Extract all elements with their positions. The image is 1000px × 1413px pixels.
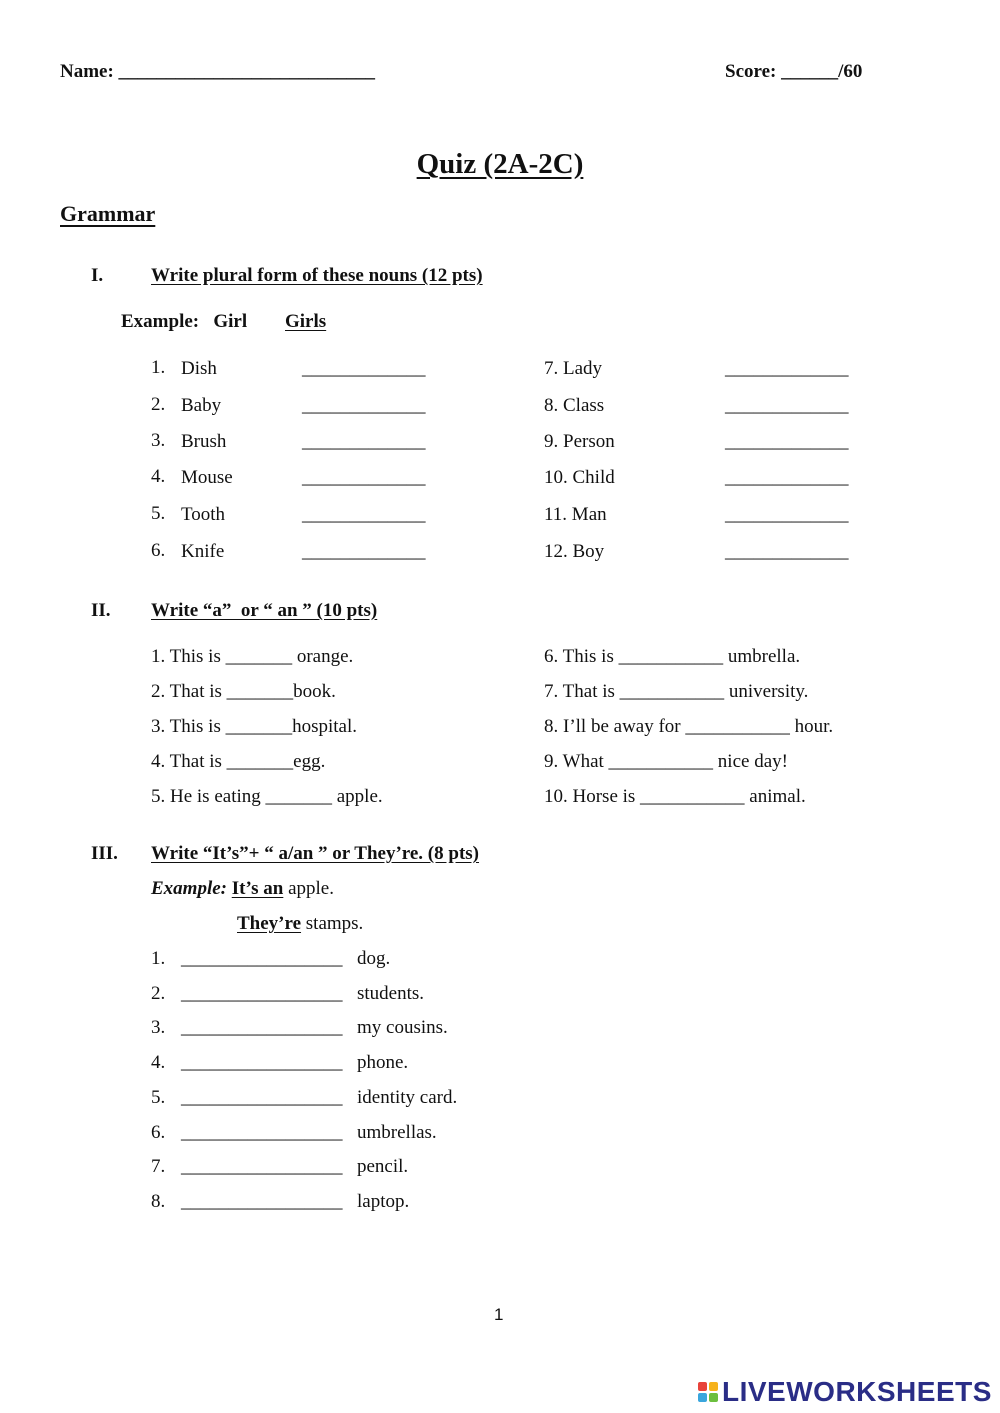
sentence-item-number: 3. bbox=[151, 1017, 166, 1039]
article-item: 3. This is _______hospital. bbox=[151, 716, 358, 737]
sentence-answer-blank: _________________ bbox=[181, 1052, 343, 1074]
sentence-item-number: 6. bbox=[151, 1121, 166, 1143]
sentence-item-number: 8. bbox=[151, 1190, 166, 1212]
section-3-heading: Write “It’s”+ “ a/an ” or They’re. (8 pts) bbox=[151, 843, 480, 864]
article-item: 9. What ___________ nice day! bbox=[544, 751, 788, 772]
plural-item-word: Mouse bbox=[181, 467, 233, 488]
sentence-answer-blank: _________________ bbox=[181, 1156, 343, 1178]
plural-answer-blank: _____________ bbox=[725, 467, 849, 488]
plural-item: 8. Class bbox=[544, 395, 605, 416]
plural-item-word: Dish bbox=[181, 358, 217, 379]
plural-item: 10. Child bbox=[544, 467, 615, 488]
logo-blocks-icon bbox=[698, 1382, 718, 1402]
section-1-numeral: I. bbox=[91, 265, 104, 286]
sentence-answer-blank: _________________ bbox=[181, 1086, 343, 1108]
plural-answer-blank: _____________ bbox=[725, 504, 849, 525]
sentence-answer-blank: _________________ bbox=[181, 948, 343, 969]
plural-item-number: 2. bbox=[151, 394, 166, 415]
plural-item-number: 5. bbox=[151, 503, 166, 524]
sentence-item-number: 4. bbox=[151, 1052, 166, 1074]
article-item: 10. Horse is ___________ animal. bbox=[544, 786, 806, 807]
section-3-example-2-answer: They’re bbox=[237, 913, 302, 934]
section-2-heading: Write “a” or “ an ” (10 pts) bbox=[151, 600, 378, 621]
article-item: 7. That is ___________ university. bbox=[544, 681, 809, 702]
plural-item-number: 6. bbox=[151, 540, 166, 561]
sentence-item-rest: identity card. bbox=[357, 1086, 458, 1108]
plural-item-number: 1. bbox=[151, 357, 166, 378]
sentence-item-rest: umbrellas. bbox=[357, 1121, 437, 1143]
sentence-item-number: 7. bbox=[151, 1156, 166, 1178]
article-item: 5. He is eating _______ apple. bbox=[151, 786, 383, 807]
plural-item-word: Baby bbox=[181, 395, 222, 416]
article-item: 1. This is _______ orange. bbox=[151, 646, 354, 667]
sentence-item-number: 1. bbox=[151, 948, 166, 969]
plural-item: 7. Lady bbox=[544, 358, 603, 379]
sentence-item-rest: phone. bbox=[357, 1052, 409, 1074]
section-3-example-1-rest: apple. bbox=[283, 878, 334, 899]
plural-answer-blank: _____________ bbox=[302, 358, 426, 379]
article-item: 2. That is _______book. bbox=[151, 681, 336, 702]
plural-answer-blank: _____________ bbox=[725, 541, 849, 562]
section-1-example-answer: Girls bbox=[285, 311, 327, 332]
plural-answer-blank: _____________ bbox=[302, 395, 426, 416]
sentence-answer-blank: _________________ bbox=[181, 1017, 343, 1039]
article-item: 8. I’ll be away for ___________ hour. bbox=[544, 716, 834, 737]
section-2-numeral: II. bbox=[91, 600, 111, 621]
plural-item-word: Brush bbox=[181, 431, 227, 452]
section-1-example-label: Example: Girl bbox=[121, 311, 248, 332]
sentence-answer-blank: _________________ bbox=[181, 1190, 343, 1212]
plural-item-number: 3. bbox=[151, 430, 166, 451]
plural-item: 9. Person bbox=[544, 431, 615, 452]
sentence-answer-blank: _________________ bbox=[181, 982, 343, 1004]
plural-item-word: Tooth bbox=[181, 504, 226, 525]
section-3-example-1 bbox=[151, 878, 334, 900]
sentence-item-rest: laptop. bbox=[357, 1190, 410, 1212]
plural-answer-blank: _____________ bbox=[302, 541, 426, 562]
plural-answer-blank: _____________ bbox=[302, 431, 426, 452]
sentence-item-rest: dog. bbox=[357, 948, 391, 969]
score-field: Score: ______/60 bbox=[725, 61, 863, 82]
plural-answer-blank: _____________ bbox=[725, 358, 849, 379]
sentence-item-number: 2. bbox=[151, 982, 166, 1004]
article-item: 4. That is _______egg. bbox=[151, 751, 326, 772]
page-title: Quiz (2A-2C) bbox=[416, 148, 584, 180]
plural-item-number: 4. bbox=[151, 466, 166, 487]
section-3-example-1-answer: It’s an bbox=[231, 878, 284, 899]
plural-item: 12. Boy bbox=[544, 541, 605, 562]
section-1-heading: Write plural form of these nouns (12 pts) bbox=[151, 265, 483, 286]
plural-item-word: Knife bbox=[181, 541, 225, 562]
section-3-example-2 bbox=[237, 913, 363, 935]
grammar-heading: Grammar bbox=[60, 201, 156, 226]
plural-answer-blank: _____________ bbox=[302, 504, 426, 525]
plural-answer-blank: _____________ bbox=[725, 431, 849, 452]
section-3-example-label: Example: bbox=[151, 878, 227, 899]
plural-answer-blank: _____________ bbox=[725, 395, 849, 416]
article-item: 6. This is ___________ umbrella. bbox=[544, 646, 801, 667]
plural-item: 11. Man bbox=[544, 504, 607, 525]
sentence-item-rest: my cousins. bbox=[357, 1017, 448, 1039]
page-number: 1 bbox=[494, 1305, 504, 1324]
plural-answer-blank: _____________ bbox=[302, 467, 426, 488]
section-3-example-2-rest: stamps. bbox=[301, 913, 364, 934]
name-field: Name: ___________________________ bbox=[60, 61, 376, 82]
liveworksheets-logo bbox=[698, 1376, 992, 1408]
sentence-answer-blank: _________________ bbox=[181, 1121, 343, 1143]
sentence-item-rest: pencil. bbox=[357, 1156, 409, 1178]
logo-text: LIVEWORKSHEETS bbox=[722, 1376, 992, 1407]
sentence-item-rest: students. bbox=[357, 982, 425, 1004]
section-3-numeral: III. bbox=[91, 843, 118, 864]
sentence-item-number: 5. bbox=[151, 1086, 166, 1108]
